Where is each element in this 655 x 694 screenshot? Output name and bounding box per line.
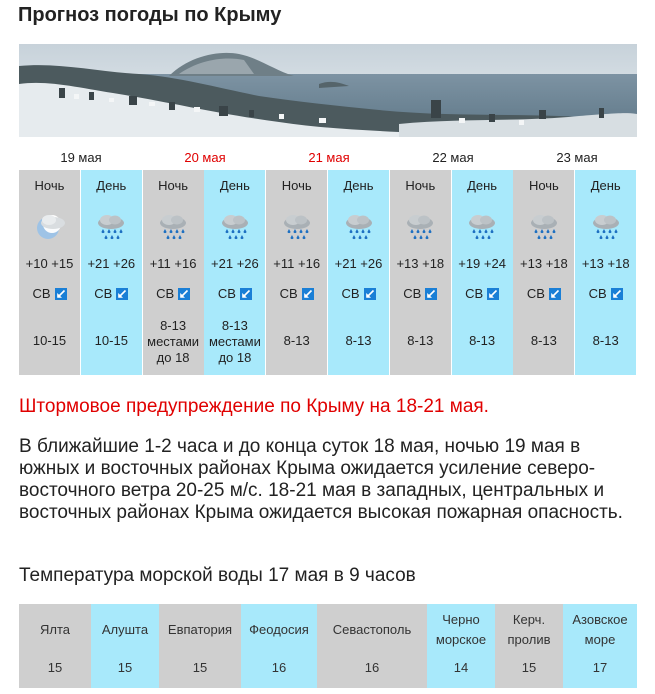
wind-speed: 10-15 [32, 333, 67, 348]
wind-arrow-icon [425, 288, 437, 300]
date-label: 20 мая [184, 150, 226, 165]
wind-speed [143, 318, 204, 366]
wind-direction-label: СВ [279, 286, 298, 301]
wind-direction [19, 286, 80, 301]
forecast-dates [19, 150, 637, 168]
date-label: 23 мая [556, 150, 598, 165]
wind-direction-label: СВ [403, 286, 422, 301]
sea-temperature-value: 15 [521, 660, 537, 675]
temperature-range: +10 +15 [25, 256, 74, 271]
city-name-line: Керч. [512, 612, 546, 627]
city-name [563, 610, 637, 650]
city-name-line: Ялта [39, 622, 70, 637]
wind-speed: 8-13 [469, 333, 496, 348]
sea-temperature-value: 17 [592, 660, 608, 675]
day-part-label: Ночь [528, 178, 559, 193]
wind-speed-line: 8-13 [221, 318, 248, 333]
forecast-column [575, 170, 636, 375]
sea-temperature-value: 15 [192, 660, 208, 675]
forecast-column [328, 170, 389, 375]
wind-direction [204, 286, 265, 301]
city-name [241, 620, 317, 640]
city-name-line: морское [435, 632, 487, 647]
wind-direction-label: СВ [341, 286, 360, 301]
forecast-column [19, 170, 80, 375]
moon-cloud-icon [33, 210, 67, 244]
wind-direction-label: СВ [156, 286, 175, 301]
city-name-line: Алушта [101, 622, 149, 637]
temperature-range: +11 +16 [273, 256, 321, 271]
wind-speed-line: до 18 [218, 350, 252, 365]
city-name [495, 610, 563, 650]
wind-arrow-icon [549, 288, 561, 300]
rain-cloud-icon [403, 210, 437, 244]
wind-speed-line: местами [208, 334, 261, 349]
wind-speed-line: до 18 [156, 350, 190, 365]
sea-city-column [159, 604, 241, 688]
city-name-line: Феодосия [249, 622, 309, 637]
forecast-column [81, 170, 142, 375]
sea-city-column [19, 604, 91, 688]
wind-direction-label: СВ [94, 286, 113, 301]
wind-direction [81, 286, 142, 301]
wind-direction-label: СВ [32, 286, 51, 301]
day-part-label: День [590, 178, 621, 193]
wind-arrow-icon [611, 288, 623, 300]
sea-city-column [427, 604, 495, 688]
sea-city-column [241, 604, 317, 688]
wind-speed [204, 318, 265, 366]
temperature-range: +21 +26 [211, 256, 259, 271]
wind-speed: 10-15 [94, 333, 128, 348]
storm-warning: Штормовое предупреждение по Крыму на 18-21 мая. [19, 396, 489, 417]
wind-direction-label: СВ [526, 286, 545, 301]
wind-speed-line: местами [147, 334, 200, 349]
day-part-label: День [219, 178, 250, 193]
forecast-column [266, 170, 327, 375]
temperature-range: +19 +24 [458, 256, 506, 271]
sea-temperature-value: 16 [271, 660, 287, 675]
day-part-label: День [343, 178, 374, 193]
wind-speed: 8-13 [530, 333, 557, 348]
rain-cloud-icon [589, 210, 623, 244]
wind-direction [143, 286, 204, 301]
day-part-label: Ночь [405, 178, 436, 193]
wind-speed: 8-13 [283, 333, 310, 348]
city-name-line: Севастополь [332, 622, 412, 637]
city-name-line: Евпатория [167, 622, 233, 637]
wind-direction [513, 286, 574, 301]
wind-speed: 8-13 [345, 333, 372, 348]
rain-cloud-icon [94, 210, 128, 244]
temperature-range: +21 +26 [334, 256, 383, 271]
date-label: 22 мая [432, 150, 474, 165]
sea-temperature-title: Температура морской воды 17 мая в 9 часов [19, 565, 416, 586]
wind-arrow-icon [302, 288, 314, 300]
forecast-table [19, 170, 637, 375]
wind-speed: 8-13 [407, 333, 434, 348]
temperature-range: +13 +18 [520, 256, 568, 271]
wind-arrow-icon [364, 288, 376, 300]
rain-cloud-icon [465, 210, 499, 244]
wind-direction [328, 286, 389, 301]
wind-direction [390, 286, 451, 301]
forecast-column [513, 170, 574, 375]
rain-cloud-icon [342, 210, 376, 244]
sea-city-column [317, 604, 427, 688]
day-part-label: Ночь [34, 178, 65, 193]
wind-speed: 8-13 [592, 333, 619, 348]
wind-arrow-icon [487, 288, 499, 300]
forecast-column [390, 170, 451, 375]
city-name [91, 620, 159, 640]
day-part-label: Ночь [158, 178, 189, 193]
sea-temperature-table [19, 604, 637, 688]
rain-cloud-icon [527, 210, 561, 244]
day-part-label: Ночь [281, 178, 312, 193]
forecast-column [143, 170, 204, 375]
rain-cloud-icon [280, 210, 314, 244]
temperature-range: +13 +18 [396, 256, 445, 271]
day-part-label: День [96, 178, 127, 193]
city-name [317, 620, 427, 640]
wind-direction [452, 286, 513, 301]
wind-arrow-icon [116, 288, 128, 300]
forecast-column [452, 170, 513, 375]
city-name-line: море [584, 632, 616, 647]
city-name [427, 610, 495, 650]
forecast-column [204, 170, 265, 375]
sea-city-column [495, 604, 563, 688]
wind-arrow-icon [55, 288, 67, 300]
warning-description: В ближайшие 1-2 часа и до конца суток 18 мая, ночью 19 мая в южных и восточных районах Крыма ожидается усиление северо-восточного ветра 20-25 м/с. 18-21 мая в западных, центральных и восточных районах Крыма ожидается высокая пожарная опасность. [19, 436, 623, 523]
rain-cloud-icon [156, 210, 190, 244]
city-name [159, 620, 241, 640]
wind-direction-label: СВ [217, 286, 236, 301]
wind-speed-line: 8-13 [160, 318, 187, 333]
date-label: 21 мая [308, 150, 350, 165]
sea-city-column [91, 604, 159, 688]
wind-arrow-icon [178, 288, 190, 300]
page-title: Прогноз погоды по Крыму [18, 4, 282, 26]
city-name-line: пролив [507, 632, 551, 647]
sea-temperature-value: 16 [364, 660, 380, 675]
temperature-range: +21 +26 [87, 256, 136, 271]
sea-temperature-value: 14 [453, 660, 469, 675]
wind-arrow-icon [240, 288, 252, 300]
sea-temperature-value: 15 [47, 660, 63, 675]
date-label: 19 мая [60, 150, 102, 165]
crimea-coast-photo [19, 44, 637, 137]
day-part-label: День [467, 178, 498, 193]
wind-direction-label: СВ [465, 286, 484, 301]
city-name-line: Черно [442, 612, 480, 627]
temperature-range: +11 +16 [149, 256, 197, 271]
temperature-range: +13 +18 [581, 256, 630, 271]
sea-city-column [563, 604, 637, 688]
wind-direction [575, 286, 636, 301]
rain-cloud-icon [218, 210, 252, 244]
city-name [19, 620, 91, 640]
sea-temperature-value: 15 [117, 660, 133, 675]
wind-direction-label: СВ [588, 286, 607, 301]
city-name-line: Азовское [572, 612, 628, 627]
wind-direction [266, 286, 327, 301]
